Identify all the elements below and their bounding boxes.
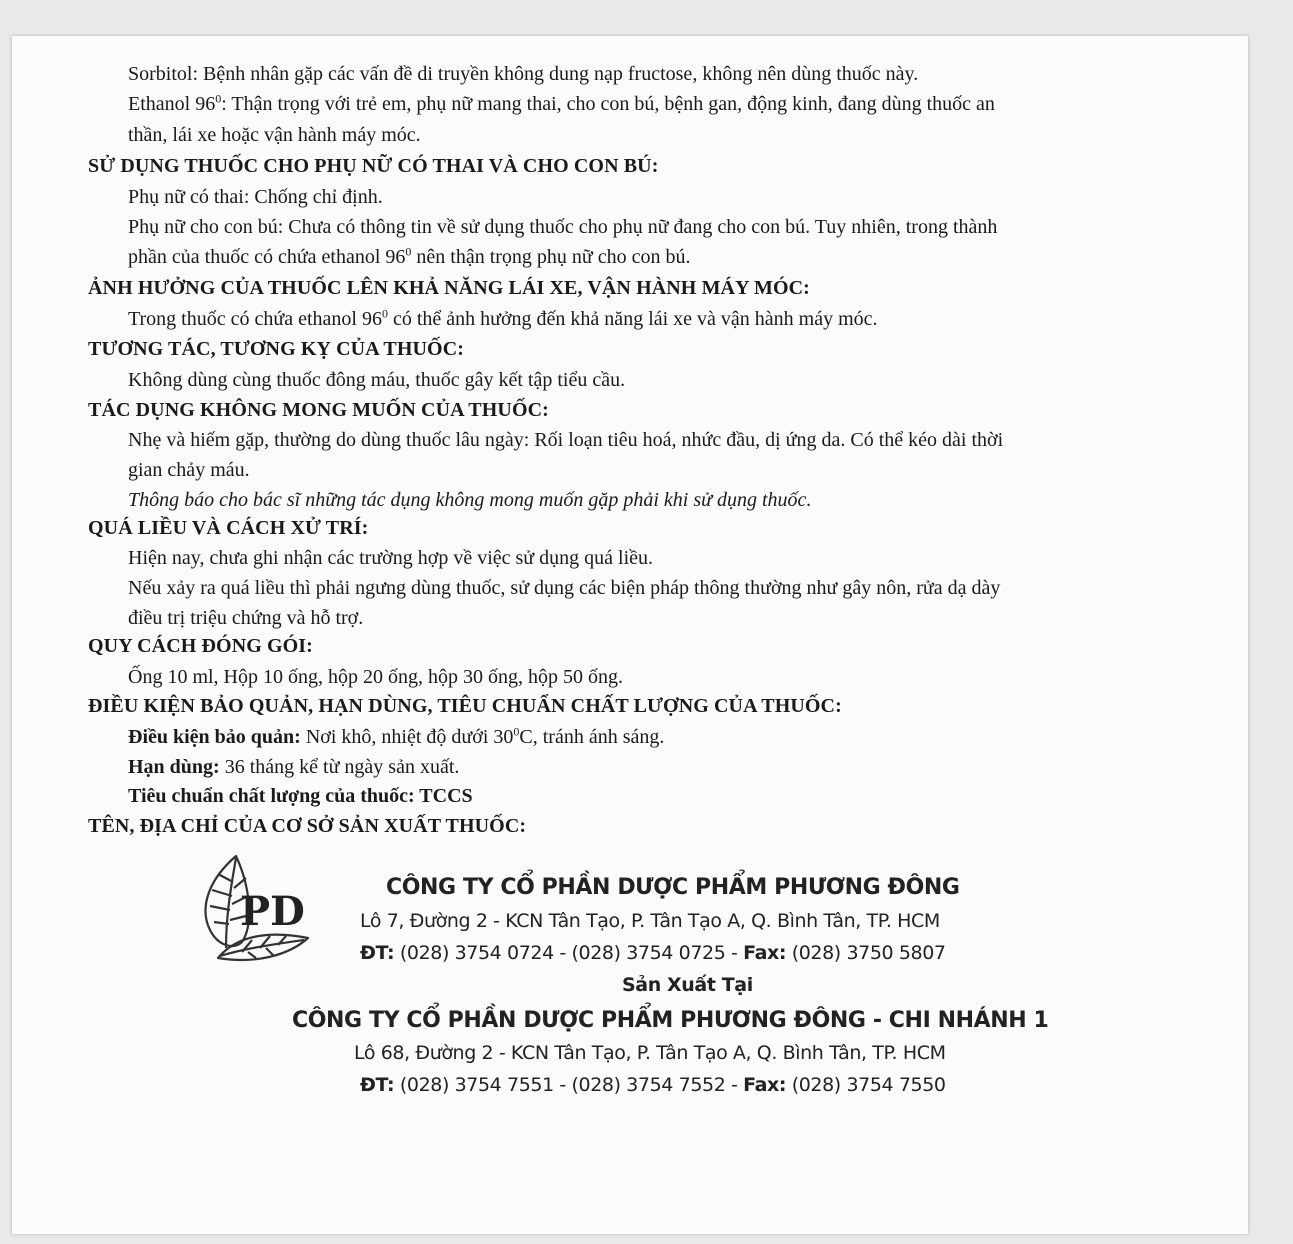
made-at-label: Sản Xuất Tại <box>622 974 753 996</box>
heading-pregnancy: SỬ DỤNG THUỐC CHO PHỤ NỮ CÓ THAI VÀ CHO CON BÚ: <box>88 155 659 177</box>
driving-line-1: Trong thuốc có chứa ethanol $96^0$ có thể ảnh hưởng đến khả năng lái xe và vận hành máy móc. <box>128 306 878 330</box>
packaging-line-1: Ống 10 ml, Hộp 10 ống, hộp 20 ống, hộp 30 ống, hộp 50 ống. <box>128 666 623 688</box>
company-name: CÔNG TY CỔ PHẦN DƯỢC PHẨM PHƯƠNG ĐÔNG <box>386 875 960 900</box>
pregnancy-line-1: Phụ nữ có thai: Chống chỉ định. <box>128 186 383 208</box>
svg-text:PD: PD <box>240 888 305 935</box>
overdose-line-1: Hiện nay, chưa ghi nhận các trường hợp về việc sử dụng quá liều. <box>128 547 653 569</box>
storage-standard: Tiêu chuẩn chất lượng của thuốc: TCCS <box>128 785 473 807</box>
heading-storage: ĐIỀU KIỆN BẢO QUẢN, HẠN DÙNG, TIÊU CHUẨN CHẤT LƯỢNG CỦA THUỐC: <box>88 695 842 717</box>
heading-interactions: TƯƠNG TÁC, TƯƠNG KỴ CỦA THUỐC: <box>88 338 464 360</box>
sorbitol-line: Sorbitol: Bệnh nhân gặp các vấn đề di truyền không dung nạp fructose, không nên dùng thuốc này. <box>128 63 919 85</box>
pregnancy-line-3: phần của thuốc có chứa ethanol $96^0$ nên thận trọng phụ nữ cho con bú. <box>128 244 691 268</box>
heading-packaging: QUY CÁCH ĐÓNG GÓI: <box>88 635 313 657</box>
overdose-line-2: Nếu xảy ra quá liều thì phải ngưng dùng thuốc, sử dụng các biện pháp thông thường như gây nôn, rửa dạ dày <box>128 577 1001 599</box>
branch-address: Lô 68, Đường 2 - KCN Tân Tạo, P. Tân Tạo A, Q. Bình Tân, TP. HCM <box>354 1042 946 1064</box>
company-leaf-logo <box>196 852 320 968</box>
pregnancy-line-2: Phụ nữ cho con bú: Chưa có thông tin về sử dụng thuốc cho phụ nữ đang cho con bú. Tuy nhiên, trong thành <box>128 216 998 238</box>
company-contact: ĐT: (028) 3754 0724 - (028) 3754 0725 - Fax: (028) 3750 5807 <box>360 942 946 964</box>
storage-expiry: Hạn dùng: 36 tháng kể từ ngày sản xuất. <box>128 756 460 778</box>
branch-contact: ĐT: (028) 3754 7551 - (028) 3754 7552 - Fax: (028) 3754 7550 <box>360 1074 946 1096</box>
heading-overdose: QUÁ LIỀU VÀ CÁCH XỬ TRÍ: <box>88 517 369 539</box>
side-effects-line-2: gian chảy máu. <box>128 459 250 481</box>
company-address: Lô 7, Đường 2 - KCN Tân Tạo, P. Tân Tạo A, Q. Bình Tân, TP. HCM <box>360 910 940 932</box>
storage-condition: Điều kiện bảo quản: Nơi khô, nhiệt độ dưới $30^0C$, tránh ánh sáng. <box>128 724 665 748</box>
ethanol-line-2: thần, lái xe hoặc vận hành máy móc. <box>128 124 421 146</box>
heading-side-effects: TÁC DỤNG KHÔNG MONG MUỐN CỦA THUỐC: <box>88 399 549 421</box>
heading-driving: ẢNH HƯỞNG CỦA THUỐC LÊN KHẢ NĂNG LÁI XE, VẬN HÀNH MÁY MÓC: <box>88 277 810 299</box>
overdose-line-3: điều trị triệu chứng và hỗ trợ. <box>128 607 364 629</box>
side-effects-line-1: Nhẹ và hiếm gặp, thường do dùng thuốc lâu ngày: Rối loạn tiêu hoá, nhức đầu, dị ứng da. Có thể kéo dài thời <box>128 429 1004 451</box>
branch-name: CÔNG TY CỔ PHẦN DƯỢC PHẨM PHƯƠNG ĐÔNG - CHI NHÁNH 1 <box>292 1008 1049 1033</box>
ethanol-line-1: Ethanol $96^0$: Thận trọng với trẻ em, phụ nữ mang thai, cho con bú, bệnh gan, động kinh, đang dùng thuốc an <box>128 91 995 115</box>
heading-manufacturer: TÊN, ĐỊA CHỈ CỦA CƠ SỞ SẢN XUẤT THUỐC: <box>88 815 527 837</box>
side-effects-note: Thông báo cho bác sĩ những tác dụng không mong muốn gặp phải khi sử dụng thuốc. <box>128 489 812 511</box>
interactions-line-1: Không dùng cùng thuốc đông máu, thuốc gây kết tập tiểu cầu. <box>128 369 626 391</box>
